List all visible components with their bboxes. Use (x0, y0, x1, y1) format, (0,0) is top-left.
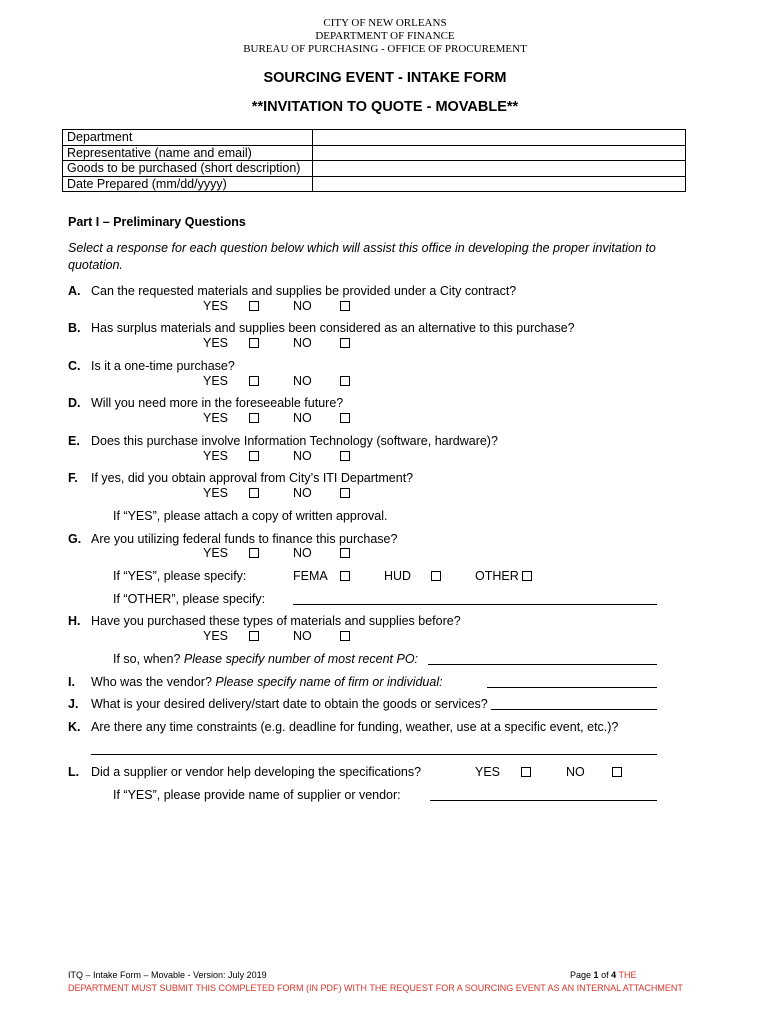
question-g-specify: If “YES”, please specify: (113, 569, 247, 583)
question-e-text: Does this purchase involve Information Technology (software, hardware)? (91, 434, 498, 448)
form-subtitle: **INVITATION TO QUOTE - MOVABLE** (251, 99, 519, 115)
instructions-line1: Select a response for each question below which will assist this office in developing the proper invitation to (68, 241, 656, 255)
info-value-field[interactable] (312, 145, 685, 161)
header-city: CITY OF NEW ORLEANS (323, 17, 447, 29)
info-row-department (63, 130, 686, 146)
question-letter: J. (68, 697, 79, 711)
info-label: Goods to be purchased (short description) (63, 161, 313, 177)
question-h-text: Have you purchased these types of materials and supplies before? (91, 614, 461, 628)
no-label: NO (566, 765, 585, 779)
question-c-text: Is it a one-time purchase? (91, 359, 235, 373)
footer-instruction: DEPARTMENT MUST SUBMIT THIS COMPLETED FORM (IN PDF) WITH THE REQUEST FOR A SOURCING EVENT AS AN INTERNAL ATTACHMENT (68, 983, 683, 993)
checkbox-h-yes[interactable] (249, 630, 259, 644)
checkbox-d-yes[interactable] (249, 412, 259, 426)
question-letter: I. (68, 675, 75, 689)
hud-label: HUD (384, 569, 412, 583)
recent-po-line[interactable] (428, 664, 657, 665)
checkbox-b-yes[interactable] (249, 337, 259, 351)
yes-label: YES (203, 449, 229, 463)
instructions-line2: quotation. (68, 258, 123, 272)
checkbox-e-yes[interactable] (249, 450, 259, 464)
yes-label: YES (203, 546, 229, 560)
info-table (62, 129, 686, 192)
question-letter: K. (68, 720, 81, 734)
checkbox-other[interactable] (522, 570, 532, 584)
question-letter: H. (68, 614, 81, 628)
supplier-name-line[interactable] (430, 800, 657, 801)
yes-label: YES (203, 336, 229, 350)
question-k-text: Are there any time constraints (e.g. deadline for funding, weather, use at a specific event, etc.)? (91, 720, 619, 734)
question-letter: B. (68, 321, 81, 335)
info-value-field[interactable] (312, 130, 685, 146)
other-label: OTHER (475, 569, 519, 583)
question-a-text: Can the requested materials and supplies be provided under a City contract? (91, 284, 517, 298)
checkbox-a-yes[interactable] (249, 300, 259, 314)
checkbox-f-no[interactable] (340, 487, 350, 501)
form-title: SOURCING EVENT - INTAKE FORM (263, 70, 507, 86)
time-constraints-line[interactable] (91, 754, 657, 755)
info-row-representative (63, 145, 686, 161)
yes-label: YES (203, 629, 229, 643)
vendor-name-line[interactable] (487, 687, 657, 688)
question-letter: F. (68, 471, 78, 485)
part-title: Part I – Preliminary Questions (68, 215, 246, 229)
checkbox-c-no[interactable] (340, 375, 350, 389)
checkbox-l-no[interactable] (612, 766, 622, 780)
footer-page: Page 1 of 4 THE (570, 970, 637, 980)
checkbox-f-yes[interactable] (249, 487, 259, 501)
info-value-field[interactable] (312, 161, 685, 177)
question-f-note: If “YES”, please attach a copy of written approval. (113, 509, 388, 523)
checkbox-d-no[interactable] (340, 412, 350, 426)
info-label: Department (63, 130, 313, 146)
info-label: Representative (name and email) (63, 145, 313, 161)
header-bureau: BUREAU OF PURCHASING - OFFICE OF PROCUREMENT (243, 43, 527, 55)
no-label: NO (293, 374, 312, 388)
checkbox-fema[interactable] (340, 570, 350, 584)
info-label: Date Prepared (mm/dd/yyyy) (63, 176, 313, 192)
yes-label: YES (203, 374, 229, 388)
checkbox-c-yes[interactable] (249, 375, 259, 389)
no-label: NO (293, 299, 312, 313)
question-l-text: Did a supplier or vendor help developing the specifications? (91, 765, 422, 779)
question-letter: C. (68, 359, 81, 373)
question-l-note: If “YES”, please provide name of supplier or vendor: (113, 788, 401, 802)
no-label: NO (293, 629, 312, 643)
checkbox-hud[interactable] (431, 570, 441, 584)
question-b-text: Has surplus materials and supplies been considered as an alternative to this purchase? (91, 321, 575, 335)
delivery-date-line[interactable] (491, 709, 657, 710)
yes-label: YES (203, 411, 229, 425)
no-label: NO (293, 546, 312, 560)
checkbox-a-no[interactable] (340, 300, 350, 314)
question-j-text: What is your desired delivery/start date to obtain the goods or services? (91, 697, 488, 711)
no-label: NO (293, 486, 312, 500)
question-letter: A. (68, 284, 81, 298)
checkbox-h-no[interactable] (340, 630, 350, 644)
yes-label: YES (203, 299, 229, 313)
no-label: NO (293, 336, 312, 350)
yes-label: YES (475, 765, 501, 779)
question-h-when: If so, when? Please specify number of most recent PO: (113, 652, 419, 666)
question-i-text: Who was the vendor? Please specify name of firm or individual: (91, 675, 443, 689)
checkbox-g-yes[interactable] (249, 547, 259, 561)
question-letter: D. (68, 396, 81, 410)
question-letter: G. (68, 532, 82, 546)
checkbox-b-no[interactable] (340, 337, 350, 351)
question-g-other-specify: If “OTHER”, please specify: (113, 592, 266, 606)
question-d-text: Will you need more in the foreseeable future? (91, 396, 344, 410)
header-department: DEPARTMENT OF FINANCE (315, 30, 455, 42)
question-letter: E. (68, 434, 80, 448)
question-f-text: If yes, did you obtain approval from City’s ITI Department? (91, 471, 414, 485)
checkbox-g-no[interactable] (340, 547, 350, 561)
question-letter: L. (68, 765, 80, 779)
checkbox-l-yes[interactable] (521, 766, 531, 780)
question-g-text: Are you utilizing federal funds to finance this purchase? (91, 532, 398, 546)
info-row-date (63, 176, 686, 192)
info-row-goods (63, 161, 686, 177)
yes-label: YES (203, 486, 229, 500)
fema-label: FEMA (293, 569, 328, 583)
no-label: NO (293, 411, 312, 425)
info-value-field[interactable] (312, 176, 685, 192)
other-specify-line[interactable] (293, 604, 657, 605)
checkbox-e-no[interactable] (340, 450, 350, 464)
no-label: NO (293, 449, 312, 463)
footer-version: ITQ – Intake Form – Movable - Version: July 2019 (68, 970, 267, 980)
